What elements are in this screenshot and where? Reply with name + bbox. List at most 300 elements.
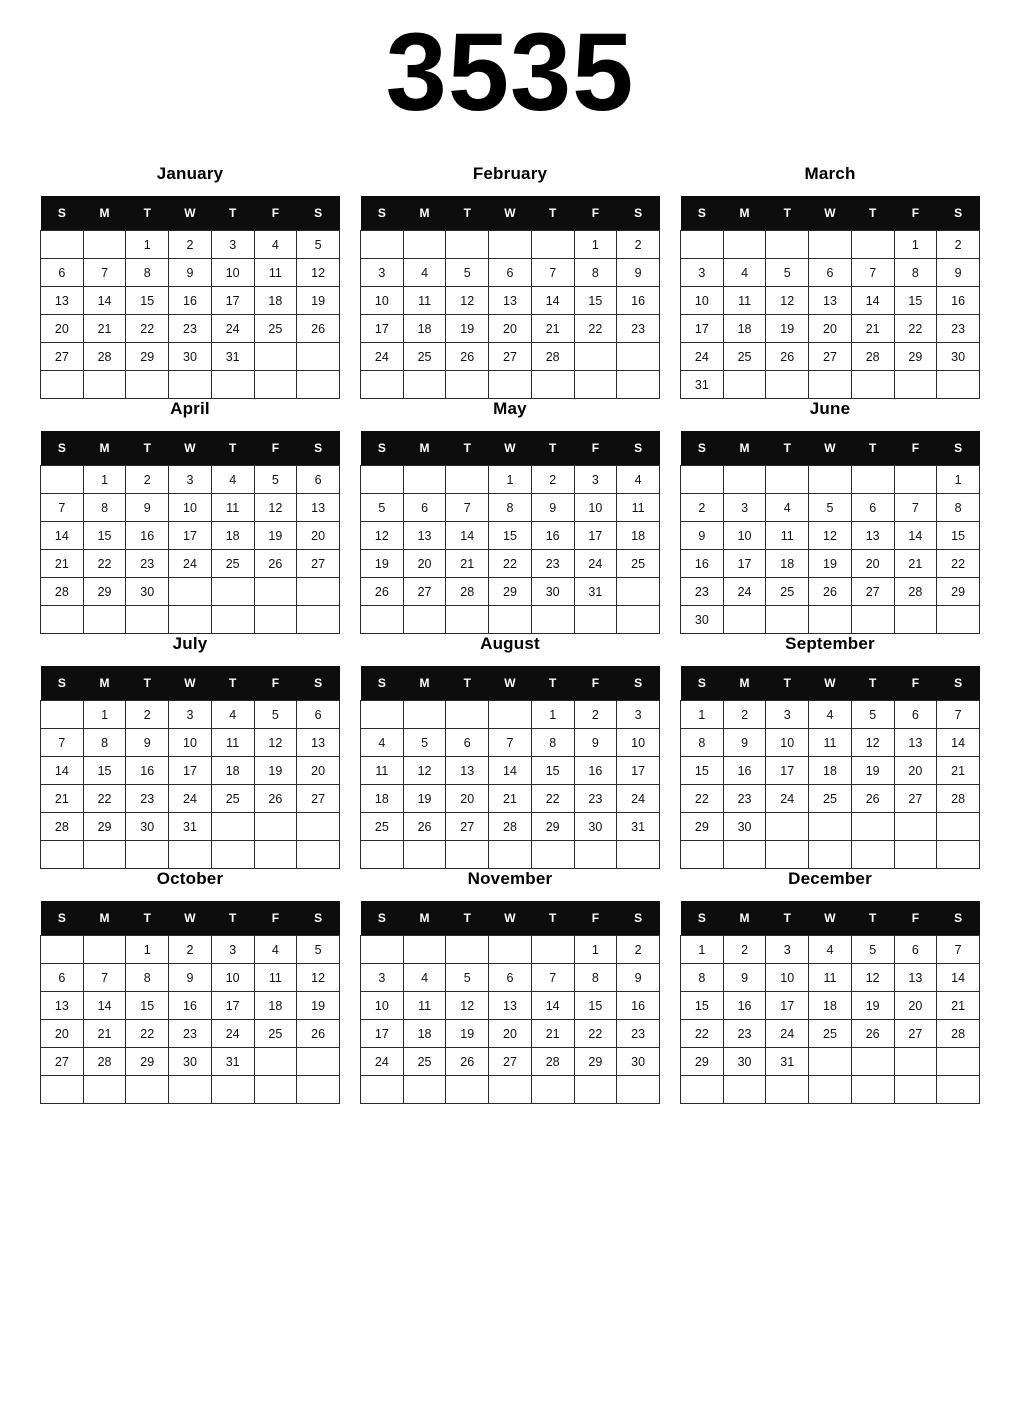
day-cell[interactable]: 26	[446, 1048, 489, 1076]
day-cell[interactable]: 17	[723, 550, 766, 578]
day-cell[interactable]: 15	[531, 757, 574, 785]
day-cell[interactable]: 3	[723, 494, 766, 522]
day-cell[interactable]: 9	[617, 964, 660, 992]
day-cell[interactable]: 22	[489, 550, 532, 578]
day-cell[interactable]: 17	[169, 522, 212, 550]
day-cell[interactable]: 6	[489, 964, 532, 992]
day-cell[interactable]: 11	[361, 757, 404, 785]
day-cell[interactable]: 22	[681, 1020, 724, 1048]
day-cell[interactable]: 6	[489, 259, 532, 287]
day-cell[interactable]: 1	[531, 701, 574, 729]
day-cell[interactable]: 4	[617, 466, 660, 494]
day-cell[interactable]: 12	[446, 992, 489, 1020]
day-cell[interactable]: 30	[169, 1048, 212, 1076]
day-cell[interactable]: 13	[809, 287, 852, 315]
day-cell[interactable]: 10	[766, 964, 809, 992]
day-cell[interactable]: 20	[851, 550, 894, 578]
day-cell[interactable]: 13	[297, 729, 340, 757]
day-cell[interactable]: 5	[851, 701, 894, 729]
day-cell[interactable]: 7	[83, 964, 126, 992]
day-cell[interactable]: 25	[809, 1020, 852, 1048]
day-cell[interactable]: 24	[169, 550, 212, 578]
day-cell[interactable]: 16	[681, 550, 724, 578]
day-cell[interactable]: 4	[809, 936, 852, 964]
day-cell[interactable]: 28	[446, 578, 489, 606]
day-cell[interactable]: 11	[254, 964, 297, 992]
day-cell[interactable]: 24	[766, 1020, 809, 1048]
day-cell[interactable]: 31	[211, 343, 254, 371]
day-cell[interactable]: 14	[41, 757, 84, 785]
day-cell[interactable]: 7	[531, 259, 574, 287]
day-cell[interactable]: 22	[83, 785, 126, 813]
day-cell[interactable]: 11	[617, 494, 660, 522]
day-cell[interactable]: 10	[211, 259, 254, 287]
day-cell[interactable]: 30	[937, 343, 980, 371]
day-cell[interactable]: 31	[211, 1048, 254, 1076]
day-cell[interactable]: 2	[574, 701, 617, 729]
day-cell[interactable]: 20	[297, 757, 340, 785]
day-cell[interactable]: 8	[574, 259, 617, 287]
day-cell[interactable]: 14	[937, 729, 980, 757]
day-cell[interactable]: 28	[83, 1048, 126, 1076]
day-cell[interactable]: 2	[531, 466, 574, 494]
day-cell[interactable]: 16	[723, 992, 766, 1020]
day-cell[interactable]: 17	[766, 992, 809, 1020]
day-cell[interactable]: 6	[894, 936, 937, 964]
day-cell[interactable]: 14	[489, 757, 532, 785]
day-cell[interactable]: 10	[574, 494, 617, 522]
day-cell[interactable]: 6	[41, 259, 84, 287]
day-cell[interactable]: 4	[723, 259, 766, 287]
day-cell[interactable]: 6	[851, 494, 894, 522]
day-cell[interactable]: 24	[617, 785, 660, 813]
day-cell[interactable]: 19	[254, 757, 297, 785]
day-cell[interactable]: 9	[574, 729, 617, 757]
day-cell[interactable]: 24	[723, 578, 766, 606]
day-cell[interactable]: 9	[126, 729, 169, 757]
day-cell[interactable]: 17	[766, 757, 809, 785]
day-cell[interactable]: 22	[531, 785, 574, 813]
day-cell[interactable]: 21	[894, 550, 937, 578]
day-cell[interactable]: 19	[809, 550, 852, 578]
day-cell[interactable]: 12	[297, 259, 340, 287]
day-cell[interactable]: 27	[403, 578, 446, 606]
day-cell[interactable]: 20	[489, 315, 532, 343]
day-cell[interactable]: 19	[766, 315, 809, 343]
day-cell[interactable]: 3	[211, 231, 254, 259]
day-cell[interactable]: 2	[126, 466, 169, 494]
day-cell[interactable]: 11	[403, 287, 446, 315]
day-cell[interactable]: 29	[83, 578, 126, 606]
day-cell[interactable]: 15	[574, 992, 617, 1020]
day-cell[interactable]: 15	[126, 287, 169, 315]
day-cell[interactable]: 8	[681, 964, 724, 992]
day-cell[interactable]: 25	[617, 550, 660, 578]
day-cell[interactable]: 10	[681, 287, 724, 315]
day-cell[interactable]: 17	[617, 757, 660, 785]
day-cell[interactable]: 13	[851, 522, 894, 550]
day-cell[interactable]: 21	[446, 550, 489, 578]
day-cell[interactable]: 2	[617, 231, 660, 259]
day-cell[interactable]: 16	[169, 287, 212, 315]
day-cell[interactable]: 3	[169, 701, 212, 729]
day-cell[interactable]: 13	[41, 287, 84, 315]
day-cell[interactable]: 23	[169, 1020, 212, 1048]
day-cell[interactable]: 31	[617, 813, 660, 841]
day-cell[interactable]: 9	[937, 259, 980, 287]
day-cell[interactable]: 27	[894, 785, 937, 813]
day-cell[interactable]: 28	[531, 1048, 574, 1076]
day-cell[interactable]: 31	[766, 1048, 809, 1076]
day-cell[interactable]: 14	[41, 522, 84, 550]
day-cell[interactable]: 11	[809, 729, 852, 757]
day-cell[interactable]: 16	[126, 522, 169, 550]
day-cell[interactable]: 26	[809, 578, 852, 606]
day-cell[interactable]: 12	[809, 522, 852, 550]
day-cell[interactable]: 26	[254, 550, 297, 578]
day-cell[interactable]: 19	[403, 785, 446, 813]
day-cell[interactable]: 3	[574, 466, 617, 494]
day-cell[interactable]: 7	[41, 729, 84, 757]
day-cell[interactable]: 28	[894, 578, 937, 606]
day-cell[interactable]: 17	[211, 287, 254, 315]
day-cell[interactable]: 29	[681, 1048, 724, 1076]
day-cell[interactable]: 20	[446, 785, 489, 813]
day-cell[interactable]: 16	[126, 757, 169, 785]
day-cell[interactable]: 11	[766, 522, 809, 550]
day-cell[interactable]: 4	[254, 231, 297, 259]
day-cell[interactable]: 1	[489, 466, 532, 494]
day-cell[interactable]: 3	[766, 936, 809, 964]
day-cell[interactable]: 12	[361, 522, 404, 550]
day-cell[interactable]: 22	[681, 785, 724, 813]
day-cell[interactable]: 5	[809, 494, 852, 522]
day-cell[interactable]: 18	[211, 757, 254, 785]
day-cell[interactable]: 14	[894, 522, 937, 550]
day-cell[interactable]: 19	[297, 992, 340, 1020]
day-cell[interactable]: 16	[531, 522, 574, 550]
day-cell[interactable]: 29	[126, 343, 169, 371]
day-cell[interactable]: 10	[723, 522, 766, 550]
day-cell[interactable]: 8	[83, 494, 126, 522]
day-cell[interactable]: 8	[83, 729, 126, 757]
day-cell[interactable]: 22	[894, 315, 937, 343]
day-cell[interactable]: 16	[937, 287, 980, 315]
day-cell[interactable]: 13	[41, 992, 84, 1020]
day-cell[interactable]: 29	[894, 343, 937, 371]
day-cell[interactable]: 24	[574, 550, 617, 578]
day-cell[interactable]: 12	[446, 287, 489, 315]
day-cell[interactable]: 2	[169, 936, 212, 964]
day-cell[interactable]: 26	[297, 315, 340, 343]
day-cell[interactable]: 1	[894, 231, 937, 259]
day-cell[interactable]: 27	[297, 550, 340, 578]
day-cell[interactable]: 6	[403, 494, 446, 522]
day-cell[interactable]: 2	[617, 936, 660, 964]
day-cell[interactable]: 10	[766, 729, 809, 757]
day-cell[interactable]: 1	[83, 701, 126, 729]
day-cell[interactable]: 23	[617, 1020, 660, 1048]
day-cell[interactable]: 8	[574, 964, 617, 992]
day-cell[interactable]: 21	[937, 757, 980, 785]
day-cell[interactable]: 17	[361, 1020, 404, 1048]
day-cell[interactable]: 21	[531, 315, 574, 343]
day-cell[interactable]: 15	[126, 992, 169, 1020]
day-cell[interactable]: 29	[574, 1048, 617, 1076]
day-cell[interactable]: 3	[617, 701, 660, 729]
day-cell[interactable]: 27	[446, 813, 489, 841]
day-cell[interactable]: 22	[574, 315, 617, 343]
day-cell[interactable]: 13	[297, 494, 340, 522]
day-cell[interactable]: 11	[211, 729, 254, 757]
day-cell[interactable]: 21	[851, 315, 894, 343]
day-cell[interactable]: 20	[894, 757, 937, 785]
day-cell[interactable]: 23	[681, 578, 724, 606]
day-cell[interactable]: 13	[894, 729, 937, 757]
day-cell[interactable]: 31	[169, 813, 212, 841]
day-cell[interactable]: 21	[83, 315, 126, 343]
day-cell[interactable]: 9	[681, 522, 724, 550]
day-cell[interactable]: 17	[169, 757, 212, 785]
day-cell[interactable]: 7	[41, 494, 84, 522]
day-cell[interactable]: 12	[766, 287, 809, 315]
day-cell[interactable]: 1	[126, 936, 169, 964]
day-cell[interactable]: 23	[617, 315, 660, 343]
day-cell[interactable]: 18	[211, 522, 254, 550]
day-cell[interactable]: 6	[446, 729, 489, 757]
day-cell[interactable]: 17	[211, 992, 254, 1020]
day-cell[interactable]: 3	[361, 259, 404, 287]
day-cell[interactable]: 19	[851, 992, 894, 1020]
day-cell[interactable]: 3	[211, 936, 254, 964]
day-cell[interactable]: 26	[851, 785, 894, 813]
day-cell[interactable]: 27	[489, 1048, 532, 1076]
day-cell[interactable]: 9	[723, 964, 766, 992]
day-cell[interactable]: 20	[489, 1020, 532, 1048]
day-cell[interactable]: 16	[574, 757, 617, 785]
day-cell[interactable]: 8	[126, 259, 169, 287]
day-cell[interactable]: 25	[723, 343, 766, 371]
day-cell[interactable]: 14	[531, 992, 574, 1020]
day-cell[interactable]: 26	[254, 785, 297, 813]
day-cell[interactable]: 4	[809, 701, 852, 729]
day-cell[interactable]: 22	[574, 1020, 617, 1048]
day-cell[interactable]: 8	[937, 494, 980, 522]
day-cell[interactable]: 9	[617, 259, 660, 287]
day-cell[interactable]: 29	[489, 578, 532, 606]
day-cell[interactable]: 22	[83, 550, 126, 578]
day-cell[interactable]: 12	[254, 729, 297, 757]
day-cell[interactable]: 23	[531, 550, 574, 578]
day-cell[interactable]: 20	[41, 1020, 84, 1048]
day-cell[interactable]: 30	[169, 343, 212, 371]
day-cell[interactable]: 7	[937, 701, 980, 729]
day-cell[interactable]: 24	[211, 315, 254, 343]
day-cell[interactable]: 28	[489, 813, 532, 841]
day-cell[interactable]: 4	[211, 701, 254, 729]
day-cell[interactable]: 18	[403, 315, 446, 343]
day-cell[interactable]: 27	[297, 785, 340, 813]
day-cell[interactable]: 18	[254, 287, 297, 315]
day-cell[interactable]: 13	[894, 964, 937, 992]
day-cell[interactable]: 5	[254, 466, 297, 494]
day-cell[interactable]: 18	[361, 785, 404, 813]
day-cell[interactable]: 15	[574, 287, 617, 315]
day-cell[interactable]: 26	[297, 1020, 340, 1048]
day-cell[interactable]: 8	[489, 494, 532, 522]
day-cell[interactable]: 22	[126, 315, 169, 343]
day-cell[interactable]: 24	[361, 1048, 404, 1076]
day-cell[interactable]: 13	[403, 522, 446, 550]
day-cell[interactable]: 21	[531, 1020, 574, 1048]
day-cell[interactable]: 2	[169, 231, 212, 259]
day-cell[interactable]: 25	[211, 785, 254, 813]
day-cell[interactable]: 19	[446, 315, 489, 343]
day-cell[interactable]: 25	[766, 578, 809, 606]
day-cell[interactable]: 7	[531, 964, 574, 992]
day-cell[interactable]: 25	[403, 1048, 446, 1076]
day-cell[interactable]: 1	[574, 936, 617, 964]
day-cell[interactable]: 30	[531, 578, 574, 606]
day-cell[interactable]: 17	[574, 522, 617, 550]
day-cell[interactable]: 5	[446, 964, 489, 992]
day-cell[interactable]: 4	[361, 729, 404, 757]
day-cell[interactable]: 20	[403, 550, 446, 578]
day-cell[interactable]: 15	[681, 992, 724, 1020]
day-cell[interactable]: 9	[126, 494, 169, 522]
day-cell[interactable]: 17	[361, 315, 404, 343]
day-cell[interactable]: 23	[723, 785, 766, 813]
day-cell[interactable]: 9	[169, 964, 212, 992]
day-cell[interactable]: 25	[211, 550, 254, 578]
day-cell[interactable]: 5	[446, 259, 489, 287]
day-cell[interactable]: 24	[361, 343, 404, 371]
day-cell[interactable]: 1	[574, 231, 617, 259]
day-cell[interactable]: 29	[681, 813, 724, 841]
day-cell[interactable]: 5	[361, 494, 404, 522]
day-cell[interactable]: 21	[41, 785, 84, 813]
day-cell[interactable]: 28	[851, 343, 894, 371]
day-cell[interactable]: 18	[617, 522, 660, 550]
day-cell[interactable]: 31	[681, 371, 724, 399]
day-cell[interactable]: 26	[361, 578, 404, 606]
day-cell[interactable]: 30	[681, 606, 724, 634]
day-cell[interactable]: 27	[41, 343, 84, 371]
day-cell[interactable]: 6	[297, 466, 340, 494]
day-cell[interactable]: 9	[531, 494, 574, 522]
day-cell[interactable]: 2	[937, 231, 980, 259]
day-cell[interactable]: 30	[723, 1048, 766, 1076]
day-cell[interactable]: 29	[531, 813, 574, 841]
day-cell[interactable]: 4	[211, 466, 254, 494]
day-cell[interactable]: 28	[937, 785, 980, 813]
day-cell[interactable]: 26	[403, 813, 446, 841]
day-cell[interactable]: 5	[297, 231, 340, 259]
day-cell[interactable]: 15	[489, 522, 532, 550]
day-cell[interactable]: 27	[851, 578, 894, 606]
day-cell[interactable]: 3	[361, 964, 404, 992]
day-cell[interactable]: 23	[723, 1020, 766, 1048]
day-cell[interactable]: 10	[361, 992, 404, 1020]
day-cell[interactable]: 23	[126, 550, 169, 578]
day-cell[interactable]: 19	[446, 1020, 489, 1048]
day-cell[interactable]: 28	[531, 343, 574, 371]
day-cell[interactable]: 23	[126, 785, 169, 813]
day-cell[interactable]: 26	[851, 1020, 894, 1048]
day-cell[interactable]: 24	[211, 1020, 254, 1048]
day-cell[interactable]: 8	[531, 729, 574, 757]
day-cell[interactable]: 25	[361, 813, 404, 841]
day-cell[interactable]: 4	[403, 259, 446, 287]
day-cell[interactable]: 6	[894, 701, 937, 729]
day-cell[interactable]: 1	[83, 466, 126, 494]
day-cell[interactable]: 5	[297, 936, 340, 964]
day-cell[interactable]: 3	[766, 701, 809, 729]
day-cell[interactable]: 20	[297, 522, 340, 550]
day-cell[interactable]: 1	[681, 701, 724, 729]
day-cell[interactable]: 14	[937, 964, 980, 992]
day-cell[interactable]: 7	[83, 259, 126, 287]
day-cell[interactable]: 11	[809, 964, 852, 992]
day-cell[interactable]: 7	[489, 729, 532, 757]
day-cell[interactable]: 4	[766, 494, 809, 522]
day-cell[interactable]: 26	[446, 343, 489, 371]
day-cell[interactable]: 1	[937, 466, 980, 494]
day-cell[interactable]: 18	[254, 992, 297, 1020]
day-cell[interactable]: 8	[126, 964, 169, 992]
day-cell[interactable]: 28	[41, 813, 84, 841]
day-cell[interactable]: 15	[937, 522, 980, 550]
day-cell[interactable]: 21	[41, 550, 84, 578]
day-cell[interactable]: 30	[617, 1048, 660, 1076]
day-cell[interactable]: 3	[681, 259, 724, 287]
day-cell[interactable]: 13	[446, 757, 489, 785]
day-cell[interactable]: 27	[489, 343, 532, 371]
day-cell[interactable]: 2	[126, 701, 169, 729]
day-cell[interactable]: 21	[489, 785, 532, 813]
day-cell[interactable]: 29	[83, 813, 126, 841]
day-cell[interactable]: 2	[723, 936, 766, 964]
day-cell[interactable]: 14	[531, 287, 574, 315]
day-cell[interactable]: 15	[681, 757, 724, 785]
day-cell[interactable]: 28	[937, 1020, 980, 1048]
day-cell[interactable]: 23	[937, 315, 980, 343]
day-cell[interactable]: 6	[41, 964, 84, 992]
day-cell[interactable]: 15	[83, 522, 126, 550]
day-cell[interactable]: 22	[126, 1020, 169, 1048]
day-cell[interactable]: 10	[617, 729, 660, 757]
day-cell[interactable]: 6	[809, 259, 852, 287]
day-cell[interactable]: 12	[403, 757, 446, 785]
day-cell[interactable]: 30	[723, 813, 766, 841]
day-cell[interactable]: 31	[574, 578, 617, 606]
day-cell[interactable]: 21	[937, 992, 980, 1020]
day-cell[interactable]: 5	[254, 701, 297, 729]
day-cell[interactable]: 2	[723, 701, 766, 729]
day-cell[interactable]: 8	[681, 729, 724, 757]
day-cell[interactable]: 18	[403, 1020, 446, 1048]
day-cell[interactable]: 14	[446, 522, 489, 550]
day-cell[interactable]: 26	[766, 343, 809, 371]
day-cell[interactable]: 2	[681, 494, 724, 522]
day-cell[interactable]: 29	[937, 578, 980, 606]
day-cell[interactable]: 5	[403, 729, 446, 757]
day-cell[interactable]: 21	[83, 1020, 126, 1048]
day-cell[interactable]: 14	[851, 287, 894, 315]
day-cell[interactable]: 9	[169, 259, 212, 287]
day-cell[interactable]: 6	[297, 701, 340, 729]
day-cell[interactable]: 5	[851, 936, 894, 964]
